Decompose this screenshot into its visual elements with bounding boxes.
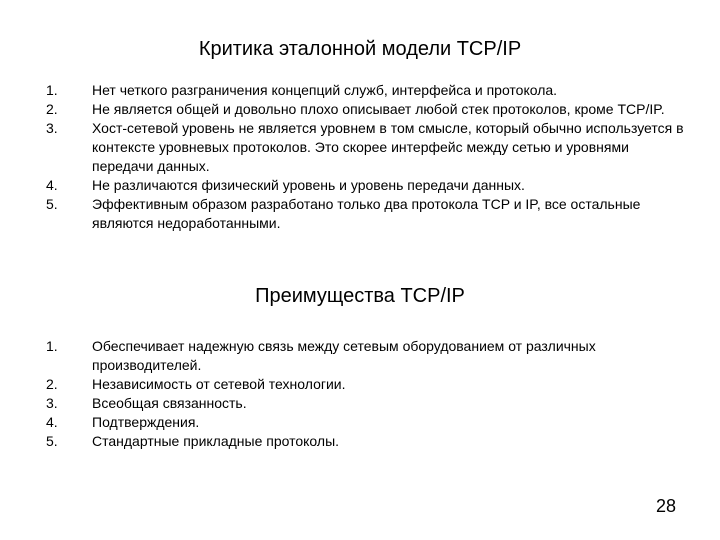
list-item-text: Стандартные прикладные протоколы. bbox=[92, 433, 340, 449]
list-item-number: 1. bbox=[46, 82, 58, 98]
list-item bbox=[0, 81, 720, 100]
list-item-text: Хост-сетевой уровень не является уровнем в том смысле, который обычно используется в контексте уровневых протоколов. Это скорее интерфейс между сетью и уровнями передачи данных. bbox=[92, 120, 684, 174]
page-number: 28 bbox=[655, 496, 676, 516]
list-item-number: 5. bbox=[46, 196, 58, 212]
list-item bbox=[0, 413, 720, 432]
list-item-text: Обеспечивает надежную связь между сетевым оборудованием от различных производителей. bbox=[92, 338, 596, 373]
list-item-number: 3. bbox=[46, 395, 58, 411]
list-item-text: Эффективным образом разработано только два протокола TCP и IP, все остальные являются недоработанными. bbox=[92, 196, 641, 231]
advantages-list bbox=[0, 337, 720, 451]
list-item bbox=[0, 337, 720, 375]
list-item-number: 1. bbox=[46, 338, 58, 354]
list-item-text: Не различаются физический уровень и уровень передачи данных. bbox=[92, 177, 525, 193]
list-item-number: 5. bbox=[46, 433, 58, 449]
section-title-critique: Критика эталонной модели TCP/IP bbox=[198, 38, 522, 60]
list-item-text: Независимость от сетевой технологии. bbox=[92, 376, 346, 392]
list-item bbox=[0, 176, 720, 195]
list-item bbox=[0, 394, 720, 413]
list-item-text: Подтверждения. bbox=[92, 414, 200, 430]
list-item bbox=[0, 100, 720, 119]
list-item-number: 4. bbox=[46, 414, 58, 430]
list-item-number: 2. bbox=[46, 101, 58, 117]
list-item-number: 3. bbox=[46, 120, 58, 136]
list-item-text: Нет четкого разграничения концепций служб, интерфейса и протокола. bbox=[92, 82, 558, 98]
list-item bbox=[0, 195, 720, 233]
list-item-number: 2. bbox=[46, 376, 58, 392]
section-title-advantages: Преимущества TCP/IP bbox=[255, 285, 465, 307]
list-item-text: Не является общей и довольно плохо описывает любой стек протоколов, кроме TCP/IP. bbox=[92, 101, 665, 117]
critique-list bbox=[0, 81, 720, 233]
list-item-number: 4. bbox=[46, 177, 58, 193]
list-item bbox=[0, 119, 720, 176]
list-item-text: Всеобщая связанность. bbox=[92, 395, 247, 411]
list-item bbox=[0, 432, 720, 451]
list-item bbox=[0, 375, 720, 394]
